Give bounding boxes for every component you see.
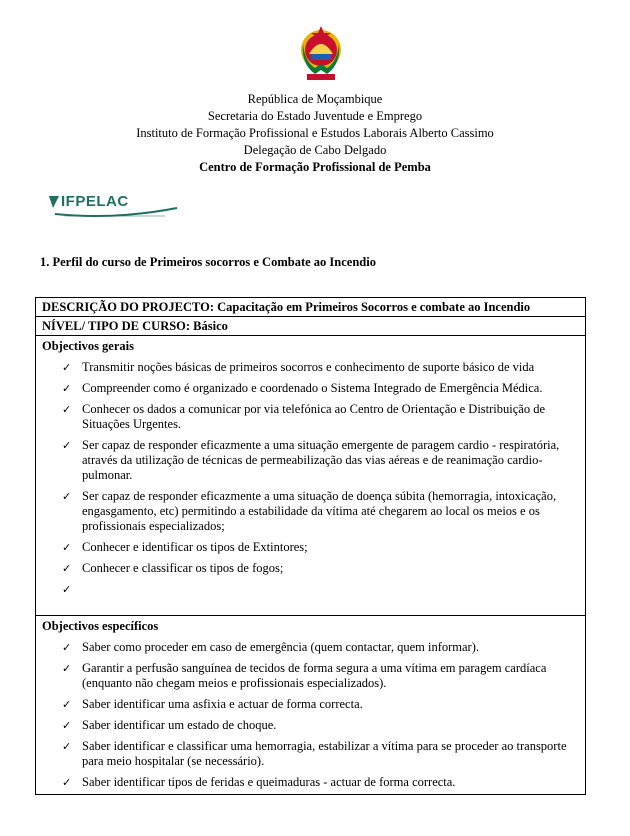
list-item [42,739,579,769]
check-icon: ✓ [62,719,72,732]
specific-objectives-list [42,640,579,790]
specific-objectives-title: Objectivos específicos [42,619,159,633]
list-item-text: Compreender como é organizado e coordenado o Sistema Integrado de Emergência Médica. [82,381,543,395]
check-icon: ✓ [62,361,72,374]
check-icon: ✓ [62,698,72,711]
header-institute: Instituto de Formação Profissional e Estudos Laborais Alberto Cassimo [136,126,494,140]
check-icon: ✓ [62,382,72,395]
list-item [42,489,579,534]
ifpelac-logo [45,190,185,220]
header-secretariat: Secretaria do Estado Juventude e Emprego [207,109,423,123]
list-item-text: Conhecer os dados a comunicar por via telefónica ao Centro de Orientação e Distribuição de Situações Urgentes. [82,402,546,431]
list-item [42,697,579,712]
specific-objectives-block [36,616,585,794]
course-level-row: NÍVEL/ TIPO DE CURSO: Básico [36,317,585,336]
check-icon: ✓ [62,562,72,575]
list-item-text: Ser capaz de responder eficazmente a uma situação de doença súbita (hemorragia, intoxicação, engasgamento, etc) permitindo a estabilidade da vítima até chegarem ao local os meios e os profissionais especializados; [82,489,557,533]
list-item [42,718,579,733]
general-objectives-list [42,360,579,597]
check-icon: ✓ [62,541,72,554]
list-item [42,775,579,790]
logo-text: IFPELAC [61,193,129,210]
document-header [0,91,630,176]
list-item [42,360,579,375]
national-emblem-icon [297,24,345,84]
header-country: República de Moçambique [247,92,383,106]
list-item [42,540,579,555]
check-icon: ✓ [62,490,72,503]
check-icon: ✓ [62,583,72,596]
list-item-text: Transmitir noções básicas de primeiros socorros e conhecimento de suporte básico de vida [82,360,535,374]
course-profile-table [35,297,586,795]
check-icon: ✓ [62,740,72,753]
section-title: 1. Perfil do curso de Primeiros socorros e Combate ao Incendio [40,255,376,269]
general-objectives-title: Objectivos gerais [42,339,134,353]
list-item [42,640,579,655]
check-icon: ✓ [62,776,72,789]
list-item-text: Saber identificar um estado de choque. [82,718,277,732]
list-item-text: Conhecer e identificar os tipos de Extintores; [82,540,308,554]
list-item-text: Saber identificar e classificar uma hemorragia, estabilizar a vítima para se proceder ao transporte para meio hospitalar (se necessário). [82,739,567,768]
list-item-empty [42,582,579,597]
list-item [42,561,579,576]
list-item [42,381,579,396]
check-icon: ✓ [62,662,72,675]
check-icon: ✓ [62,403,72,416]
list-item [42,661,579,691]
header-delegation: Delegação de Cabo Delgado [243,143,387,157]
list-item [42,402,579,432]
list-item [42,438,579,483]
list-item-text: Garantir a perfusão sanguínea de tecidos de forma segura a uma vítima em paragem cardíaca (enquanto não chegam meios e profissionais especializados). [82,661,547,690]
list-item-text: Saber identificar uma asfixia e actuar de forma correcta. [82,697,363,711]
check-icon: ✓ [62,439,72,452]
header-centre: Centro de Formação Profissional de Pemba [199,160,431,174]
check-icon: ✓ [62,641,72,654]
list-item-text: Conhecer e classificar os tipos de fogos; [82,561,284,575]
list-item-text: Saber como proceder em caso de emergência (quem contactar, quem informar). [82,640,480,654]
list-item-text: Saber identificar tipos de feridas e queimaduras - actuar de forma correcta. [82,775,456,789]
project-description-row: DESCRIÇÃO DO PROJECTO: Capacitação em Primeiros Socorros e combate ao Incendio [36,298,585,317]
general-objectives-block [36,336,585,616]
list-item-text: Ser capaz de responder eficazmente a uma situação emergente de paragem cardio - respiratória, através da utilização de técnicas de permeabilização das vias aéreas e de reanimação cardio-pulmonar. [82,438,560,482]
